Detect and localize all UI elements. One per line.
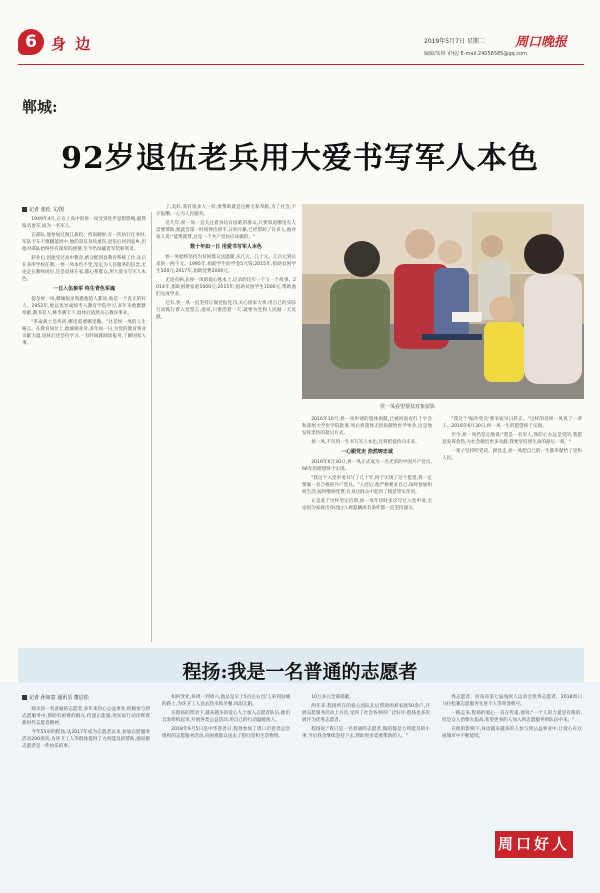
photo-caption: 侯一凤看望帮扶对象留影: [380, 404, 436, 410]
subheading: 一日入伍参军 终生青色军魂: [53, 286, 115, 292]
date-line: 2019年5月7日 星期二: [424, 38, 485, 45]
article-column-3: 2016年10月,侯一凤申请的遗体捐献,已被河南省红十字会和郑州大学医学院批准,死后将遗体无偿捐献给医学事业,这是他发挥余热的最后方式。 侯一凤,不仅用一生书写军人本色,还将把爱传向未来。 一心跟党走 浩然铸忠诚 2016年6月30日,侯一凤正式成为一名光荣的中国共产党员,66年的理想终于实现。 "我这个入党申请书写了几十年,终于实现了这个愿望,我一定要做一名合格的共产党员。"入党后,他严格要求自己,按时参加组织生活,按时缴纳党费,在身边群众中起到了模范带头作用。 正是基于这样坚定信仰,侯一凤年轻时多次写过入党申请,无论因为家庭出身(地主),被隐瞒成有条件都一直坚持递交。: [302, 417, 432, 511]
article2-column-4: 秀志愿者、河南省第七届残疾人运动会优秀志愿者、2018周口马拉松赛志愿服务先进个人等荣誉称号。 一路走来,程扬的爱心一直在传递,他说:"一个人的力量是有限的,但是众人拾柴火焰高,希望更多的人加入到志愿服务的队伍中来。" 在他的影响下,身边越来越多的人参与到公益事业中,让爱心在这座城市中不断延续。: [442, 695, 582, 739]
byline-square-icon: [22, 207, 27, 212]
article-byline: 记者 张松 文/图: [22, 206, 64, 213]
article2-byline: 记者 孙如意 通讯员 董启松: [22, 694, 89, 701]
article2-headline: 程扬:我是一名普通的志愿者: [182, 661, 418, 683]
header-rule: [18, 64, 584, 65]
article2-column-2: 如何变化,每周一到周六,他总是早上5点左右出门,来到县城的路上,为环卫工人送去热水和早餐,风雨无阻。 在程扬的带动下,越来越多的爱心人士加入志愿者队伍,他们自发组织起来,开展各类公益活动,用自己的行动温暖他人。 2018年9月5日是中华慈善日,程扬参加了周口市慈善总会组织的志愿服务活动,向困难群众送去了慰问金和生活物资。: [162, 695, 290, 739]
photo-illustration: [302, 204, 584, 399]
paper-name-logo: 周口晚报: [515, 35, 568, 50]
article-column-1: 1949年4月,正在上高中的侯一凤受到进步思想影响,毅然报名参军,成为一名军人。 在部队,他参加过渡江战役、西南剿匪,在一次执行任务时,军队卡车不慎翻落河中,他的双耳身负重伤,退伍后回到家乡,但他对部队始终怀有深厚的感情,至今仍珍藏着军装和奖章。 转业后,因他受过高中教育,被分配到县教育系统工作,先后在多所学校任教,一侯一凤本色不变,坚定为人民服务的信念,无论走在教师岗位,还是退休在家,都心系群众,用大爱书写军人本色。 一日入伍参军 终生青色军魂 提及侯一凤,郸城很多熟悉他的人都说,他是一个真正的好人。1952年,他以优异成绩考入教育学院学习,多年来他默默奉献,教书育人,桃李满天下,退休后依然关心教育事业。 "革命战士是块砖,哪里需要哪里搬。"这是侯一凤的人生格言。在教育岗位上,他兢兢业业,多年如一日,为党的教育事业贡献力量,退休后还坚持学习,一有时间就阅读报刊,了解国家大事。: [22, 217, 146, 346]
article2-column-1: 商水县一名普通的志愿者,多年来热心公益事业,积极参与到志愿服务中,帮助有困难的群众,传递正能量,用实际行动诠释着新时代志愿者精神。 今年55岁的程扬,从2017年成为志愿者以来,参加志愿服务活动200余次,为环卫工人等群体提供了力所能及的帮助,他说做志愿者是一件快乐的事。: [22, 707, 150, 749]
article-headline: 92岁退伍老兵用大爱书写军人本色: [61, 141, 539, 176]
subheading: 一心跟党走 浩然铸忠诚: [341, 449, 393, 455]
page-number-badge: 6: [18, 29, 44, 55]
section-title: 身 边: [51, 35, 93, 53]
article-column-4: "我这个'编外党员'要争取早日转正。"这样的话侯一凤说了一辈子。2016年6月30日,侯一凤一生的愿望终于实现。 至今,侯一凤仍坚定地说:"我是一名军人,我的心永远是党的,我愿意发挥余热,为社会做出更多贡献,我要坚持到生命的最后一刻。" 一辈子坚持听党话、跟党走,侯一凤把自己的一生都奉献给了党和人民。: [442, 417, 582, 461]
good-people-logo: 周口好人: [495, 831, 573, 858]
article2-column-3: 10万多元全部捐献。 两年来,程扬所在的爱心团队先后帮助困难家庭50余户,开展志愿服务活动上百次,受到了社会各界的广泛好评,程扬也多次被评为优秀志愿者。 程扬说:"我只是一名普通的志愿者,做的都是力所能及的小事,今后我会继续坚持下去,帮助更多需要帮助的人。": [302, 695, 430, 739]
editors-line: 编辑/朱林 审校/ E-mail:24058585@qq.com: [424, 51, 527, 57]
column-divider: [151, 212, 152, 642]
subheading: 数十年如一日 用爱书写军人本色: [190, 244, 262, 250]
article-column-2: 了,美好,我有很多人一样,要帮助就是这种无私奉献,为了社会,不计报酬,一心为人民服务。 近几年,侯一凤一直关注着身边有困难的群众,只要知道哪里有人需要帮助,他就会第一时间伸出援手,日积月累,已经帮助了许多人,他对家人说:"能帮就帮,这是一个共产党员应该做的。" 数十年如一日 用爱书写军人本色 侯一凤始终坚持为贫困群众送温暖,从几元、几十元、几百元到后来的一两千元。1995年,捐助学生助学金5元钱;2015年,捐助贫困学生500元;2017年,捐助党费2000元。 无论有病,在侯一凤的爱心账本上,记录的还有一个又一个故事。2014年,捐助困难家庭1000元;2015年,捐助贫困学生1000元,帮助他们完成学业。 还有,侯一凤一直坚持订阅党报党刊,关心国家大事,用自己的实际行动践行着入党誓言,他说,只要活着一天,就要为党和人民做一天贡献。: [156, 205, 296, 320]
byline-square-icon: [22, 695, 27, 700]
article-photo: [302, 204, 584, 399]
article-kicker: 郸城:: [22, 98, 58, 116]
